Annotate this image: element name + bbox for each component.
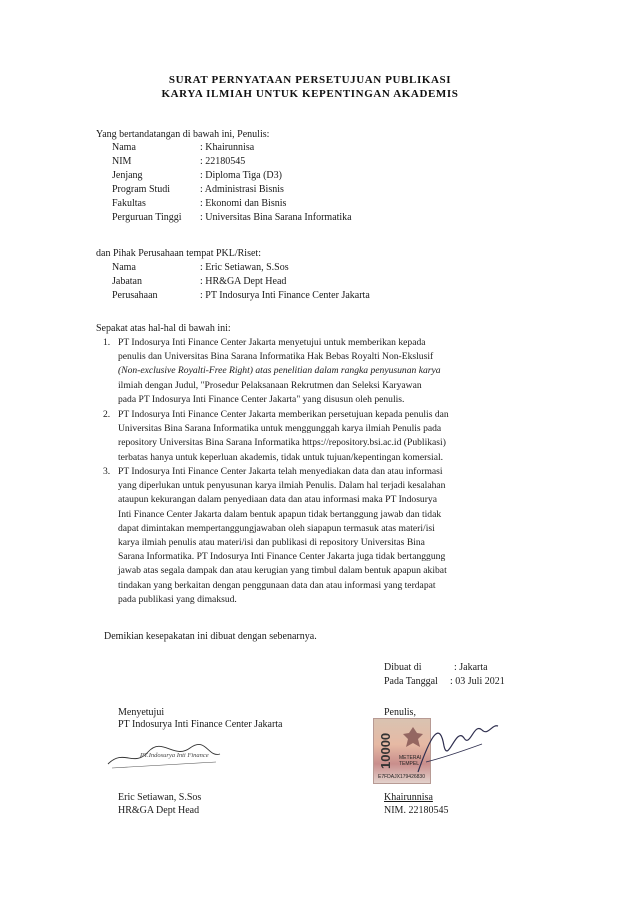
point-3-line: yang diperlukan untuk penyusunan karya ilmiah Penulis. Dalam hal terjadi kesalahan xyxy=(118,480,446,492)
document-title-line-2: KARYA ILMIAH UNTUK KEPENTINGAN AKADEMIS xyxy=(161,88,459,100)
left-sig-title: HR&GA Dept Head xyxy=(118,805,200,816)
right-sig-nim: NIM. 22180545 xyxy=(384,805,449,816)
penulis-jenjang-label: Jenjang xyxy=(112,170,143,181)
document-title-line-1: SURAT PERNYATAAN PERSETUJUAN PUBLIKASI xyxy=(168,74,452,86)
penulis-nim-label: NIM xyxy=(112,156,132,167)
penulis-pt-label: Perguruan Tinggi xyxy=(112,212,182,223)
perusahaan-nama-value: : Eric Setiawan, S.Sos xyxy=(200,262,289,273)
penulis-jenjang-value: : Diploma Tiga (D3) xyxy=(200,170,282,181)
point-2-line: repository Universitas Bina Sarana Informatika https://repository.bsi.ac.id (Publikasi) xyxy=(118,437,446,449)
penulis-pt-value: : Universitas Bina Sarana Informatika xyxy=(200,212,352,223)
perusahaan-jabatan-value: : HR&GA Dept Head xyxy=(200,276,287,287)
perusahaan-perusahaan-value: : PT Indosurya Inti Finance Center Jakarta xyxy=(200,290,370,301)
point-1-number: 1. xyxy=(103,337,111,348)
point-2-number: 2. xyxy=(103,409,111,420)
point-3-line: PT Indosurya Inti Finance Center Jakarta telah menyediakan data dan atau informasi xyxy=(118,466,443,477)
point-3 xyxy=(118,465,538,607)
place-value: : Jakarta xyxy=(454,662,488,673)
place-label: Dibuat di xyxy=(384,662,422,673)
penulis-nama-label: Nama xyxy=(112,142,136,153)
penulis-fakultas-label: Fakultas xyxy=(112,198,146,209)
pihak-intro-text: dan Pihak Perusahaan tempat PKL/Riset: xyxy=(96,248,261,259)
author-signature xyxy=(412,712,502,782)
point-3-number: 3. xyxy=(103,466,111,477)
point-1-line: ilmiah dengan Judul, "Prosedur Pelaksanaan Rekrutmen dan Seleksi Karyawan xyxy=(118,379,422,391)
perusahaan-jabatan-label: Jabatan xyxy=(112,276,142,287)
perusahaan-perusahaan-label: Perusahaan xyxy=(112,290,158,301)
point-3-line: pada publikasi yang dimaksud. xyxy=(118,593,237,605)
point-3-line: Sarana Informatika. PT Indosurya Inti Finance Center Jakarta juga tidak bertanggung xyxy=(118,551,446,563)
point-1-line: (Non-exclusive Royalti-Free Right) atas penelitian dalam rangka penyusunan karya xyxy=(118,365,441,377)
date-label: Pada Tanggal xyxy=(384,676,438,687)
intro-text: Yang bertandatangan di bawah ini, Penulis: xyxy=(96,129,270,140)
point-3-line: dapat dimintakan mempertanggungjawaban oleh siapapun termasuk atas materi/isi xyxy=(118,522,435,534)
penulis-prodi-label: Program Studi xyxy=(112,184,171,195)
meterai-value: 10000 xyxy=(378,732,393,769)
point-3-line: Inti Finance Center Jakarta dalam bentuk apapun tidak bertanggung jawab dan tidak xyxy=(118,508,442,520)
point-3-line: karya ilmiah penulis atau materi/isi dan publikasi di repository Universitas Bina xyxy=(118,537,425,549)
point-2-line: PT Indosurya Inti Finance Center Jakarta memberikan persetujuan kepada penulis dan xyxy=(118,409,449,420)
left-sig-heading-1: Menyetujui xyxy=(118,707,165,718)
point-2-line: terbatas hanya untuk keperluan akademis, tidak untuk tujuan/kepentingan komersial. xyxy=(118,451,444,463)
point-2-line: Universitas Bina Sarana Informatika untuk menggunggah karya ilmiah Penulis pada xyxy=(118,423,442,435)
meterai-label: METERAI TEMPEL xyxy=(399,755,422,767)
point-1 xyxy=(118,336,538,407)
point-1-line: PT Indosurya Inti Finance Center Jakarta menyetujui untuk memberikan kepada xyxy=(118,337,426,348)
point-1-line: pada PT Indosurya Inti Finance Center Jakarta" yang disusun oleh penulis. xyxy=(118,393,405,405)
left-sig-heading-2: PT Indosurya Inti Finance Center Jakarta xyxy=(118,719,283,730)
company-stamp-text: PT.Indosurya Inti Finance xyxy=(140,752,209,759)
point-3-line: jawab atas segala dampak dan atau kerugian yang timbul dalam bentuk apapun akibat xyxy=(118,565,447,577)
meterai-code: E7FDAJX179426830 xyxy=(378,774,425,780)
right-sig-heading: Penulis, xyxy=(384,707,416,718)
point-3-line: tindakan yang berkaitan dengan penggunaan data dan atau informasi yang terdapat xyxy=(118,579,436,591)
left-sig-name: Eric Setiawan, S.Sos xyxy=(118,792,202,803)
penulis-nama-value: : Khairunnisa xyxy=(200,142,255,153)
perusahaan-nama-label: Nama xyxy=(112,262,136,273)
penulis-fakultas-value: : Ekonomi dan Bisnis xyxy=(200,198,287,209)
penulis-nim-value: : 22180545 xyxy=(200,156,246,167)
penulis-prodi-value: : Administrasi Bisnis xyxy=(200,184,284,195)
point-2 xyxy=(118,408,538,465)
point-1-line: penulis dan Universitas Bina Sarana Informatika Hak Bebas Royalti Non-Ekslusif xyxy=(118,351,434,363)
sepakat-text: Sepakat atas hal-hal di bawah ini: xyxy=(96,323,231,334)
date-value: : 03 Juli 2021 xyxy=(450,676,505,687)
point-3-line: ataupun kekurangan dalam penyediaan data dan atau informasi maka PT Indosurya xyxy=(118,494,437,506)
closing-text: Demikian kesepakatan ini dibuat dengan sebenarnya. xyxy=(104,631,317,642)
right-sig-name: Khairunnisa xyxy=(384,792,433,803)
